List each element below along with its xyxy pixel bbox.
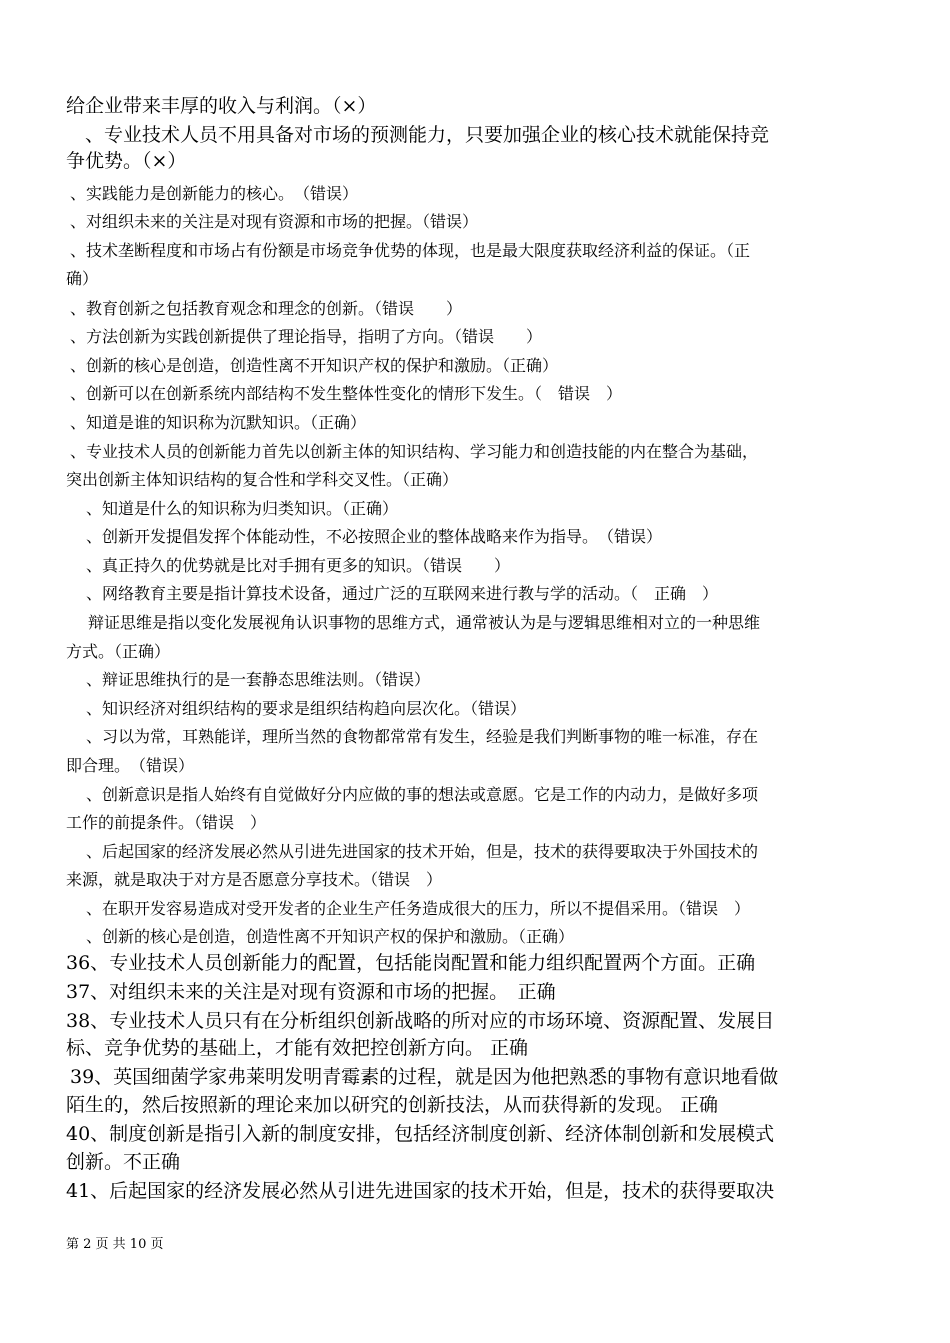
text-line: 陌生的，然后按照新的理论来加以研究的创新技法，从而获得新的发现。 正确	[66, 1094, 719, 1116]
text-line: 、真正持久的优势就是比对手拥有更多的知识。（错误 ）	[86, 556, 511, 575]
text-line: 41、后起国家的经济发展必然从引进先进国家的技术开始，但是，技术的获得要取决	[66, 1180, 775, 1202]
text-line: 、辩证思维执行的是一套静态思维法则。（错误）	[86, 670, 431, 689]
text-line: 、创新的核心是创造，创造性离不开知识产权的保护和激励。（正确）	[86, 927, 575, 946]
text-line: 标、竞争优势的基础上，才能有效把控创新方向。 正确	[66, 1037, 529, 1059]
text-line: 、知识经济对组织结构的要求是组织结构趋向层次化。（错误）	[86, 699, 527, 718]
text-line: 、专业技术人员不用具备对市场的预测能力，只要加强企业的核心技术就能保持竞	[66, 124, 770, 146]
text-line: 39、英国细菌学家弗莱明发明青霉素的过程，就是因为他把熟悉的事物有意识地看做	[70, 1066, 779, 1088]
text-line: 工作的前提条件。（错误 ）	[66, 813, 267, 832]
text-line: 辩证思维是指以变化发展视角认识事物的思维方式，通常被认为是与逻辑思维相对立的一种思维	[88, 613, 761, 632]
text-line: 40、制度创新是指引入新的制度安排，包括经济制度创新、经济体制创新和发展模式	[66, 1123, 775, 1145]
text-line: 、创新可以在创新系统内部结构不发生整体性变化的情形下发生。（ 错误 ）	[70, 384, 623, 403]
text-line: 突出创新主体知识结构的复合性和学科交叉性。（正确）	[66, 470, 459, 489]
text-line: 、知道是谁的知识称为沉默知识。（正确）	[70, 413, 367, 432]
text-line: 、网络教育主要是指计算技术设备，通过广泛的互联网来进行教与学的活动。（ 正确 ）	[86, 584, 719, 603]
text-line: 、创新的核心是创造，创造性离不开知识产权的保护和激励。（正确）	[70, 356, 559, 375]
text-line: 即合理。 （错误）	[66, 756, 195, 775]
text-line: 37、对组织未来的关注是对现有资源和市场的把握。 正确	[66, 981, 556, 1003]
page-footer: 第 2 页 共 10 页	[66, 1237, 164, 1252]
text-line: 、习以为常，耳熟能详，理所当然的食物都常常有发生，经验是我们判断事物的唯一标准，存在	[86, 727, 759, 746]
text-line: 、教育创新之包括教育观念和理念的创新。（错误 ）	[70, 299, 463, 318]
text-line: 创新。不正确	[66, 1151, 181, 1173]
text-line: 、创新意识是指人始终有自觉做好分内应做的事的想法或意愿。它是工作的内动力，是做好多项	[86, 785, 759, 804]
text-line: 、专业技术人员的创新能力首先以创新主体的知识结构、学习能力和创造技能的内在整合为基础，	[70, 442, 759, 461]
text-line: 、在职开发容易造成对受开发者的企业生产任务造成很大的压力，所以不提倡采用。（错误 ）	[86, 899, 751, 918]
text-line: 确）	[66, 269, 99, 288]
text-line: 、方法创新为实践创新提供了理论指导，指明了方向。（错误 ）	[70, 327, 543, 346]
text-line: 、实践能力是创新能力的核心。 （错误）	[70, 184, 359, 203]
text-line: 给企业带来丰厚的收入与利润。（×）	[66, 95, 377, 117]
text-line: 来源，就是取决于对方是否愿意分享技术。（错误 ）	[66, 870, 443, 889]
text-line: 、创新开发提倡发挥个体能动性，不必按照企业的整体战略来作为指导。 （错误）	[86, 527, 663, 546]
text-line: 方式。（正确）	[66, 642, 171, 661]
text-line: 、技术垄断程度和市场占有份额是市场竞争优势的体现，也是最大限度获取经济利益的保证。（正	[70, 241, 751, 260]
text-line: 38、专业技术人员只有在分析组织创新战略的所对应的市场环境、资源配置、发展目	[66, 1010, 775, 1032]
text-line: 、后起国家的经济发展必然从引进先进国家的技术开始，但是，技术的获得要取决于外国技术的	[86, 842, 759, 861]
text-line: 36、专业技术人员创新能力的配置，包括能岗配置和能力组织配置两个方面。正确	[66, 952, 756, 974]
text-line: 、知道是什么的知识称为归类知识。（正确）	[86, 499, 399, 518]
text-line: 争优势。（×）	[66, 150, 187, 172]
text-line: 、对组织未来的关注是对现有资源和市场的把握。（错误）	[70, 212, 479, 231]
